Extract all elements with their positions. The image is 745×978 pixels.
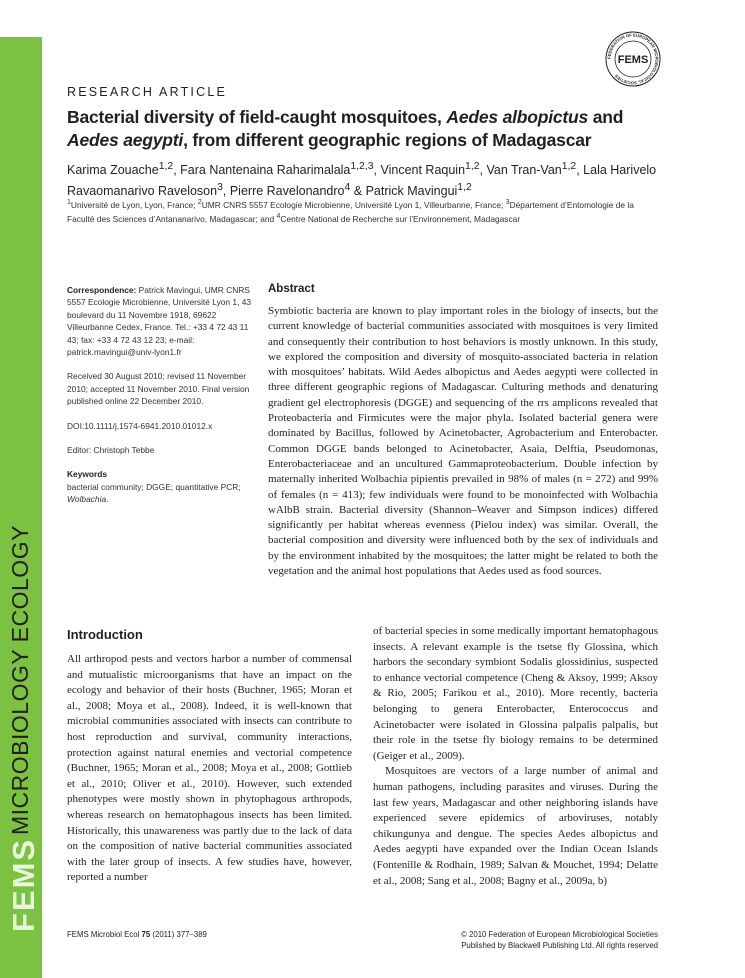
- author: Patrick Mavingui$^{1,2}$: [365, 182, 472, 199]
- author-list: Karima Zouache$^{1,2}$, Fara Nantenaina Raharimalala$^{1,2,3}$, Vincent Raquin$^{1,2}$, Van Tran-Van$^{1,2}$, Lala Harivelo Ravaomanarivo Raveloson$^3$, Pierre Ravelonandro$^4$ & Patrick Mavingui$^{1,2}$: [67, 161, 657, 199]
- article-type: RESEARCH ARTICLE: [67, 85, 228, 99]
- paragraph: All arthropod pests and vectors harbor a number of commensal and mutualistic microorganisms that have an impact on the ecology and behavior of their hosts (Buchner, 1965; Moran et al., 2008; Moya et al., 2008). Indeed, it is well-known that microbial communities associated with insects can contribute to host reproduction and survival, community interactions, protection against natural enemies and vectorial competence (Buchner, 1965; Moran et al., 2008; Moya et al., 2008; Gottlieb et al., 2010; Oliver et al., 2010). However, such extended phenotypes were mostly shown in phytophagous arthropods, whereas research on hematophagous insects has been limited. Historically, this unawareness was partly due to the lack of data on the composition of native bacterial communities associated with the later group of insects. A few studies have, however, reported a number: [67, 653, 352, 884]
- abstract-body: Symbiotic bacteria are known to play important roles in the biology of insects, but the current knowledge of bacterial communities associated with mosquitoes is very limited and consequently their contribution to host behaviors is mostly unknown. In this study, we explored the composition and diversity of mosquito-associated bacteria in relation with mosquitoes’ habitats. Wild Aedes albopictus and Aedes aegypti were collected in three different geographic regions of Madagascar. Culturing methods and denaturing gradient gel electrophoresis (DGGE) and sequencing of the rrs amplicons revealed that Proteobacteria and Firmicutes were the major phyla. Isolated bacterial genera were dominated by Bacillus, followed by Acinetobacter, Agrobacterium and Enterobacter. Common DGGE bands belonged to Acinetobacter, Asaia, Delftia, Pseudomonas, Enterobacteriaceae and an uncultured Gammaproteobacterium. Double infection by maternally inherited Wolbachia pipientis prevailed in 98% of males (n = 272) and 99% of females (n = 413); few individuals were found to be monoinfected with Wolbachia wAlbB strain. Bacterial diversity (Shannon–Weaver and Simpson indices) differed significantly per habitat whereas evenness (Pielou index) was similar. Overall, the bacterial composition and diversity were influenced both by the sex of individuals and by the environment inhabited by the mosquitoes; the latter might be related to both the vegetation and the animal host populations that Aedes used as food sources.: [268, 305, 658, 578]
- author: Lala Harivelo Ravaomanarivo Raveloson$^3$: [67, 163, 657, 199]
- body-column-left: [67, 627, 352, 886]
- abstract: [268, 283, 658, 579]
- author: Fara Nantenaina Raharimalala$^{1,2,3}$: [180, 161, 374, 178]
- strip-brand: FEMS: [6, 837, 41, 932]
- doi[interactable]: DOI:10.1111/j.1574-6941.2010.01012.x: [67, 420, 213, 431]
- journal-citation: FEMS Microbiol Ecol 75 (2011) 377–389: [67, 930, 207, 939]
- body-column-right: [373, 624, 658, 889]
- fems-seal-logo: [604, 30, 662, 88]
- author: Van Tran-Van$^{1,2}$: [486, 161, 577, 178]
- journal-strip: [0, 37, 42, 978]
- author: Pierre Ravelonandro$^4$: [229, 182, 351, 199]
- paragraph: Mosquitoes are vectors of a large number of animal and human pathogens, including parasites and viruses. During the last few years, Madagascar and other neighboring islands have experienced severe epidemics of arboviruses, notably chikungunya and dengue. The species Aedes albopictus and Aedes aegypti have expanded over the Indian Ocean Islands (Fontenille & Rodhain, 1989; Salvan & Mouchet, 1994; Delatte et al., 2008; Sang et al., 2008; Bagny et al., 2009a, b): [373, 765, 658, 887]
- article-sidebar: [67, 284, 262, 518]
- abstract-heading: Abstract: [268, 283, 315, 295]
- author: Karima Zouache$^{1,2}$: [67, 161, 174, 178]
- correspondence: Correspondence: Patrick Mavingui, UMR CNRS 5557 Ecologie Microbienne, Université Lyon 1, 43 boulevard du 11 Novembre 1918, 69622 Villeurbanne Cedex, France. Tel.: +33 4 72 43 11 43; fax: +33 4 72 43 12 23; e-mail: patrick.mavingui@univ-lyon1.fr: [67, 285, 252, 358]
- editor: Editor: Christoph Tebbe: [67, 445, 155, 456]
- introduction-heading: Introduction: [67, 627, 143, 642]
- affiliations: $^1$Université de Lyon, Lyon, France; $^2$UMR CNRS 5557 Ecologie Microbienne, Université Lyon 1, Villeurbanne, France; $^3$Département d’Entomologie de la Faculté des Sciences d’Antananarivo, Madagascar; and $^4$Centre National de Recherche sur l’Environnement, Madagascar: [67, 199, 634, 225]
- paragraph: of bacterial species in some medically important hematophagous insects. A relevant example is the tsetse fly Glossina, which harbors the secondary symbiont Sodalis glossidinius, suspected to enhance vectorial competence (Cheng & Aksoy, 1999; Aksoy & Rio, 2005; Farikou et al., 2010). More recently, bacteria belonging to genera Enterobacter, Enterococcus and Acinetobacter were isolated in Glossina palpalis palpalis, but their role in the tsetse fly biology remains to be determined (Geiger et al., 2009).: [373, 625, 658, 762]
- copyright: © 2010 Federation of European Microbiological Societies Published by Blackwell Publishing Ltd. All rights reserved: [461, 930, 658, 950]
- seal-center-text: FEMS: [617, 54, 649, 66]
- keywords: Keywords bacterial community; DGGE; quantitative PCR; Wolbachia.: [67, 469, 241, 505]
- seal-ring-text: FEDERATION OF EUROPEAN MICROBIOLOGICAL SOCIETIES: [606, 32, 660, 86]
- article-title: Bacterial diversity of field-caught mosquitoes, Aedes albopictus and Aedes aegypti, from different geographic regions of Madagascar: [67, 107, 624, 150]
- journal-vertical-name: MICROBIOLOGY ECOLOGY: [7, 525, 33, 835]
- received-dates: Received 30 August 2010; revised 11 November 2010; accepted 11 November 2010. Final version published online 22 December 2010.: [67, 371, 250, 407]
- author: Vincent Raquin$^{1,2}$: [380, 161, 480, 178]
